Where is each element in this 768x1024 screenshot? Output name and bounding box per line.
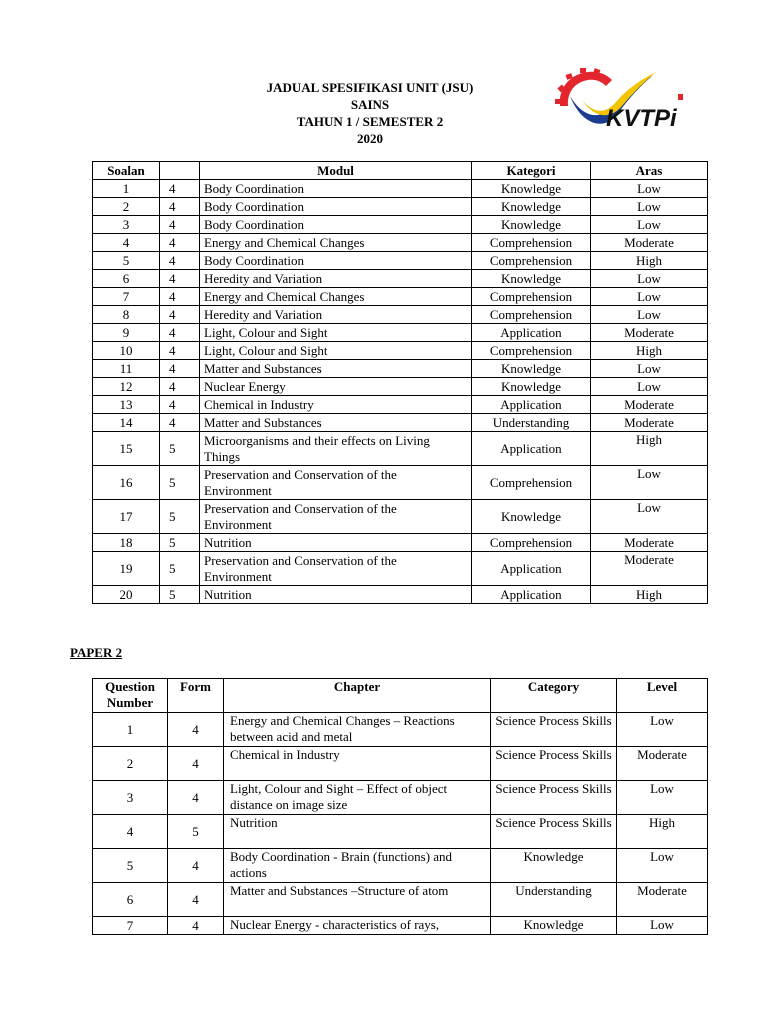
chapter-cell: Energy and Chemical Changes – Reactions between acid and metal: [224, 713, 491, 747]
aras-cell: Moderate: [591, 414, 708, 432]
modul-cell: Body Coordination: [200, 252, 472, 270]
table-row: [93, 815, 708, 849]
soalan-cell: 11: [93, 360, 160, 378]
chapter-cell: Nutrition: [224, 815, 491, 849]
aras-cell: Low: [591, 466, 708, 500]
form-cell: 4: [168, 781, 224, 815]
modul-cell: Nutrition: [200, 586, 472, 604]
form-cell: 5: [168, 815, 224, 849]
form-cell: 4: [160, 324, 200, 342]
table-row: [93, 342, 708, 360]
kategori-cell: Application: [472, 552, 591, 586]
soalan-cell: 15: [93, 432, 160, 466]
aras-cell: Low: [591, 216, 708, 234]
aras-cell: Low: [591, 180, 708, 198]
aras-cell: Low: [591, 288, 708, 306]
table-row: [93, 414, 708, 432]
modul-cell: Light, Colour and Sight: [200, 324, 472, 342]
paper2-table: [92, 678, 708, 935]
kategori-cell: Knowledge: [472, 216, 591, 234]
aras-cell: Moderate: [591, 552, 708, 586]
table-row: [93, 500, 708, 534]
modul-cell: Chemical in Industry: [200, 396, 472, 414]
aras-cell: Low: [591, 306, 708, 324]
question-number-cell: 5: [93, 849, 168, 883]
soalan-cell: 18: [93, 534, 160, 552]
modul-cell: Nuclear Energy: [200, 378, 472, 396]
modul-cell: Nutrition: [200, 534, 472, 552]
modul-cell: Light, Colour and Sight: [200, 342, 472, 360]
level-cell: Low: [617, 713, 708, 747]
aras-cell: Moderate: [591, 534, 708, 552]
table-row: [93, 324, 708, 342]
modul-cell: Heredity and Variation: [200, 306, 472, 324]
category-cell: Science Process Skills: [491, 747, 617, 781]
kategori-cell: Comprehension: [472, 534, 591, 552]
form-cell: 4: [160, 234, 200, 252]
chapter-cell: Light, Colour and Sight – Effect of object distance on image size: [224, 781, 491, 815]
soalan-cell: 6: [93, 270, 160, 288]
form-cell: 4: [160, 306, 200, 324]
form-cell: 4: [168, 713, 224, 747]
soalan-cell: 19: [93, 552, 160, 586]
header-category: Category: [491, 679, 617, 713]
form-cell: 4: [168, 917, 224, 935]
chapter-cell: Nuclear Energy - characteristics of rays,: [224, 917, 491, 935]
modul-cell: Body Coordination: [200, 180, 472, 198]
modul-cell: Preservation and Conservation of the Environment: [200, 466, 472, 500]
paper2-heading: PAPER 2: [70, 645, 123, 660]
soalan-cell: 16: [93, 466, 160, 500]
header-soalan: Soalan: [93, 162, 160, 180]
title-line-4: 2020: [357, 131, 383, 146]
kategori-cell: Knowledge: [472, 180, 591, 198]
soalan-cell: 8: [93, 306, 160, 324]
table-row: [93, 849, 708, 883]
kategori-cell: Knowledge: [472, 270, 591, 288]
kategori-cell: Understanding: [472, 414, 591, 432]
document-title: [220, 79, 520, 147]
form-cell: 5: [160, 552, 200, 586]
modul-cell: Energy and Chemical Changes: [200, 288, 472, 306]
form-cell: 4: [160, 378, 200, 396]
kategori-cell: Comprehension: [472, 466, 591, 500]
form-cell: 5: [160, 534, 200, 552]
table-row: [93, 270, 708, 288]
aras-cell: High: [591, 432, 708, 466]
kategori-cell: Knowledge: [472, 360, 591, 378]
soalan-cell: 5: [93, 252, 160, 270]
form-cell: 5: [160, 500, 200, 534]
category-cell: Knowledge: [491, 849, 617, 883]
soalan-cell: 4: [93, 234, 160, 252]
soalan-cell: 13: [93, 396, 160, 414]
table-header-row: [93, 162, 708, 180]
aras-cell: Low: [591, 360, 708, 378]
kategori-cell: Knowledge: [472, 198, 591, 216]
table-row: [93, 396, 708, 414]
header-aras: Aras: [591, 162, 708, 180]
kvtpi-logo: [552, 66, 697, 132]
kategori-cell: Comprehension: [472, 234, 591, 252]
form-cell: 4: [160, 288, 200, 306]
soalan-cell: 2: [93, 198, 160, 216]
soalan-cell: 12: [93, 378, 160, 396]
logo-wordmark: KVTPi: [606, 105, 677, 132]
form-cell: 4: [160, 396, 200, 414]
header-kategori: Kategori: [472, 162, 591, 180]
header-level: Level: [617, 679, 708, 713]
table-row: [93, 917, 708, 935]
table-row: [93, 534, 708, 552]
aras-cell: Moderate: [591, 234, 708, 252]
soalan-cell: 3: [93, 216, 160, 234]
question-number-cell: 4: [93, 815, 168, 849]
modul-cell: Preservation and Conservation of the Environment: [200, 500, 472, 534]
table-row: [93, 883, 708, 917]
header-question-number: Question Number: [93, 679, 168, 713]
header-modul: Modul: [200, 162, 472, 180]
level-cell: Moderate: [617, 883, 708, 917]
form-cell: 5: [160, 466, 200, 500]
table-row: [93, 234, 708, 252]
table-row: [93, 586, 708, 604]
aras-cell: Low: [591, 270, 708, 288]
modul-cell: Preservation and Conservation of the Environment: [200, 552, 472, 586]
aras-cell: Low: [591, 500, 708, 534]
form-cell: 4: [160, 180, 200, 198]
table-row: [93, 781, 708, 815]
soalan-cell: 9: [93, 324, 160, 342]
kategori-cell: Comprehension: [472, 306, 591, 324]
level-cell: Moderate: [617, 747, 708, 781]
form-cell: 5: [160, 432, 200, 466]
soalan-cell: 17: [93, 500, 160, 534]
table-row: [93, 466, 708, 500]
table-row: [93, 432, 708, 466]
aras-cell: High: [591, 252, 708, 270]
aras-cell: High: [591, 586, 708, 604]
aras-cell: High: [591, 342, 708, 360]
aras-cell: Low: [591, 378, 708, 396]
question-number-cell: 3: [93, 781, 168, 815]
kategori-cell: Knowledge: [472, 378, 591, 396]
kategori-cell: Application: [472, 432, 591, 466]
form-cell: 4: [160, 270, 200, 288]
level-cell: High: [617, 815, 708, 849]
table-row: [93, 306, 708, 324]
kategori-cell: Application: [472, 586, 591, 604]
header-chapter: Chapter: [224, 679, 491, 713]
kategori-cell: Comprehension: [472, 288, 591, 306]
title-line-3: TAHUN 1 / SEMESTER 2: [296, 114, 444, 129]
modul-cell: Body Coordination: [200, 198, 472, 216]
modul-cell: Heredity and Variation: [200, 270, 472, 288]
kategori-cell: Knowledge: [472, 500, 591, 534]
header-blank: [160, 162, 200, 180]
category-cell: Knowledge: [491, 917, 617, 935]
category-cell: Science Process Skills: [491, 815, 617, 849]
soalan-cell: 7: [93, 288, 160, 306]
table-row: [93, 360, 708, 378]
header-form: Form: [168, 679, 224, 713]
modul-cell: Matter and Substances: [200, 360, 472, 378]
form-cell: 4: [168, 883, 224, 917]
kategori-cell: Comprehension: [472, 342, 591, 360]
form-cell: 4: [160, 216, 200, 234]
title-line-1: JADUAL SPESIFIKASI UNIT (JSU): [266, 80, 474, 95]
soalan-cell: 10: [93, 342, 160, 360]
form-cell: 5: [160, 586, 200, 604]
soalan-cell: 14: [93, 414, 160, 432]
form-cell: 4: [168, 849, 224, 883]
soalan-cell: 1: [93, 180, 160, 198]
question-number-cell: 1: [93, 713, 168, 747]
level-cell: Low: [617, 781, 708, 815]
modul-cell: Matter and Substances: [200, 414, 472, 432]
modul-cell: Microorganisms and their effects on Living Things: [200, 432, 472, 466]
form-cell: 4: [168, 747, 224, 781]
chapter-cell: Chemical in Industry: [224, 747, 491, 781]
table-header-row: [93, 679, 708, 713]
kategori-cell: Application: [472, 396, 591, 414]
table-row: [93, 180, 708, 198]
title-line-2: SAINS: [350, 97, 390, 112]
table-row: [93, 198, 708, 216]
table-row: [93, 288, 708, 306]
table-row: [93, 216, 708, 234]
table-row: [93, 713, 708, 747]
chapter-cell: Matter and Substances –Structure of atom: [224, 883, 491, 917]
kategori-cell: Comprehension: [472, 252, 591, 270]
question-number-cell: 7: [93, 917, 168, 935]
level-cell: Low: [617, 917, 708, 935]
form-cell: 4: [160, 252, 200, 270]
category-cell: Science Process Skills: [491, 781, 617, 815]
table-row: [93, 747, 708, 781]
kategori-cell: Application: [472, 324, 591, 342]
form-cell: 4: [160, 414, 200, 432]
form-cell: 4: [160, 342, 200, 360]
modul-cell: Energy and Chemical Changes: [200, 234, 472, 252]
category-cell: Science Process Skills: [491, 713, 617, 747]
table-row: [93, 552, 708, 586]
jsu-table: [92, 161, 708, 604]
question-number-cell: 2: [93, 747, 168, 781]
aras-cell: Low: [591, 198, 708, 216]
table-row: [93, 378, 708, 396]
level-cell: Low: [617, 849, 708, 883]
aras-cell: Moderate: [591, 396, 708, 414]
table-row: [93, 252, 708, 270]
question-number-cell: 6: [93, 883, 168, 917]
soalan-cell: 20: [93, 586, 160, 604]
aras-cell: Moderate: [591, 324, 708, 342]
chapter-cell: Body Coordination - Brain (functions) and actions: [224, 849, 491, 883]
form-cell: 4: [160, 198, 200, 216]
category-cell: Understanding: [491, 883, 617, 917]
modul-cell: Body Coordination: [200, 216, 472, 234]
form-cell: 4: [160, 360, 200, 378]
